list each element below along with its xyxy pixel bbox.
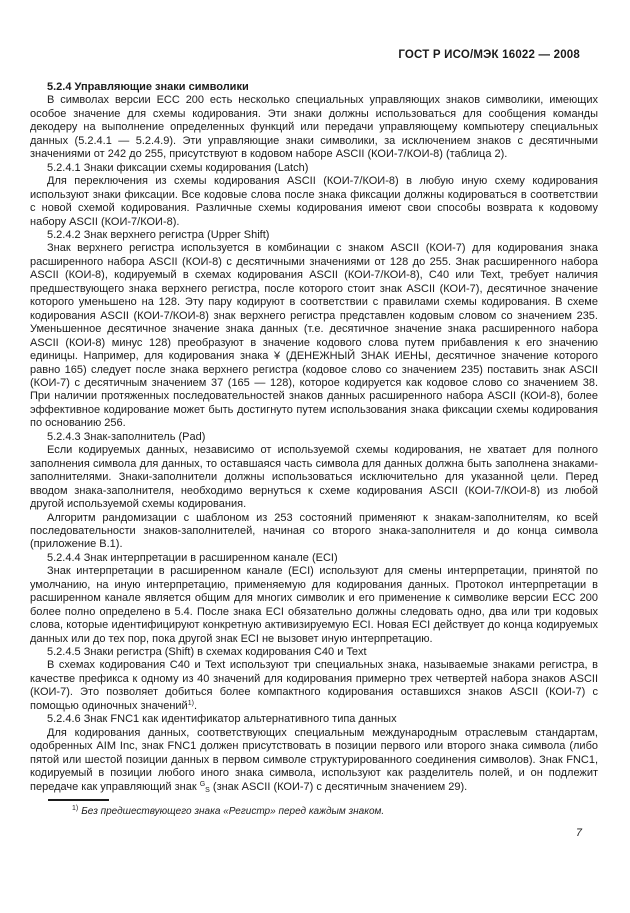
- footnote-text: Без предшествующего знака «Регистр» перед каждым знаком.: [81, 806, 385, 817]
- footnote: [30, 805, 598, 818]
- paragraph: В символах версии ЕСС 200 есть несколько специальных управляющих знаков символики, имеющих особое значение для схемы кодирования. Эти знаки должны использоваться для сообщения команды декодеру на выполнение определенных функций или передачи управляющему компьютеру специальных данных (5.2.4.1 — 5.2.4.9). Эти управляющие знаки символики, за исключением знаков с десятичными значениями от 242 до 255, присутствуют в кодовом наборе ASCII (КОИ-7/КОИ-8) (таблица 2).: [30, 94, 598, 161]
- document-body: [30, 81, 598, 794]
- subsection-heading: 5.2.4.1 Знаки фиксации схемы кодирования (Latch): [47, 161, 309, 174]
- subsection-heading: 5.2.4.4 Знак интерпретации в расширенном канале (ECI): [47, 551, 338, 564]
- subsection-heading: 5.2.4.5 Знаки регистра (Shift) в схемах кодирования С40 и Text: [47, 646, 367, 659]
- paragraph: Знак верхнего регистра используется в комбинации с знаком ASCII (КОИ-7) для кодирования знака расширенного набора ASCII (КОИ-8) с десятичными значениями от 128 до 255. Знак расширенного набора ASCII (КОИ-8), кодируемый в схемах кодирования ASCII (КОИ-7/КОИ-8), С40 или Text, требует наличия предшествующего знака верхнего регистра, после которого стоит знак ASCII (КОИ-7), десятичное значение которого уменьшено на 128. Эту пару кодируют в соответствии с правилами схемы кодирования. В схеме кодирования ASCII (КОИ-7/КОИ-8) знак верхнего регистра представлен кодовым словом со значением 235. Уменьшенное десятичное значение знака данных (т.е. десятичное значение знака расширенного набора ASCII (КОИ-8) минус 128) преобразуют в значение кодового слова путем прибавления к его значению единицы. Например, для кодирования знака ¥ (ДЕНЕЖНЫЙ ЗНАК ИЕНЫ, десятичное значение которого равно 165) следует после знака верхнего регистра (кодовое слово со значением 235) поставить знак ASCII (КОИ-7) с десятичным значением 37 (165 — 128), которое кодируется как кодовое слово со значением 38. При наличии протяженных последовательностей знаков данных расширенного набора ASCII (КОИ-8), более эффективное кодирование может быть достигнуто путем использования знака фиксации схемы кодирования по основанию 256.: [30, 242, 598, 430]
- subsection-heading: 5.2.4.6 Знак FNC1 как идентификатор альтернативного типа данных: [47, 713, 397, 726]
- page-number: 7: [575, 827, 582, 839]
- paragraph: Для кодирования данных, соответствующих специальным международным отраслевым стандартам, одобренных AIM Inc, знак FNC1 должен присутствовать в позиции первого или второго знака символа (либо пятой или шестой позиции данных в первом символе структурированного соединения символов). Знак FNC1, кодируемый в позиции любого иного знака символа, используют как разделитель полей, и он подлежит передаче как управляющий знак $^G_S$ (знак ASCII (КОИ-7) с десятичным значением 29).: [30, 726, 598, 794]
- paragraph: Знак интерпретации в расширенном канале (ECI) используют для смены интерпретации, принятой по умолчанию, на иную интерпретацию, применяемую для кодирования данных. Протокол интерпретации в расширенном канале является общим для многих символик и его применение к символике версии ЕСС 200 более полно определено в 5.4. После знака ECI обязательно должны следовать одно, два или три кодовых слова, которые идентифицируют конкретную активизируемую ECI. Новая ECI действует до конца кодируемых данных или до тех пор, пока другой знак ECI не вызовет иную интерпретацию.: [30, 565, 598, 645]
- subsection-heading: 5.2.4.2 Знак верхнего регистра (Upper Shift): [47, 228, 270, 241]
- subscript-mark: S: [205, 786, 210, 794]
- subsection-heading: 5.2.4.3 Знак-заполнитель (Pad): [47, 430, 206, 443]
- footnote-divider: [48, 799, 109, 801]
- paragraph: Для переключения из схемы кодирования ASCII (КОИ-7/КОИ-8) в любую иную схему кодирования используют знаки фиксации. Все кодовые слова после знака фиксации должны кодироваться в соответствии с новой схемой кодирования. Различные схемы кодирования имеют свои способы возврата к кодовому набору ASCII (КОИ-7/КОИ-8).: [30, 175, 598, 228]
- footnote-marker: 1): [72, 805, 79, 812]
- superscript-mark: 1): [187, 699, 194, 707]
- superscript-mark: G: [199, 780, 206, 788]
- paragraph: Если кодируемых данных, независимо от используемой схемы кодирования, не хватает для полного заполнения символа для данных, то оставшаяся часть символа для данных должна быть заполнена знаками-заполнителями. Знаки-заполнители должны использоваться исключительно для указанной цели. Перед вводом знака-заполнителя, необходимо вернуться к схеме кодирования ASCII (КОИ-7/КОИ-8) из любой другой используемой схемы кодирования.: [30, 444, 598, 511]
- page-header: ГОСТ Р ИСО/МЭК 16022 — 2008: [398, 49, 580, 61]
- paragraph: Алгоритм рандомизации с шаблоном из 253 состояний применяют к знакам-заполнителям, ко всей последовательности знаков-заполнителей, начиная со второго знака-заполнителя и до конца символа (приложение В.1).: [30, 511, 598, 551]
- paragraph: В схемах кодирования С40 и Text используют три специальных знака, называемые знаками регистра, в качестве префикса к одному из 40 значений для кодирования примерно трех четвертей набора знаков ASCII (КОИ-7). Это позволяет добиться более компактного кодирования оставшихся знаков ASCII (КОИ-7) с помощью одиночных значений$^{1)}$.: [30, 659, 598, 712]
- section-heading: 5.2.4 Управляющие знаки символики: [47, 81, 249, 93]
